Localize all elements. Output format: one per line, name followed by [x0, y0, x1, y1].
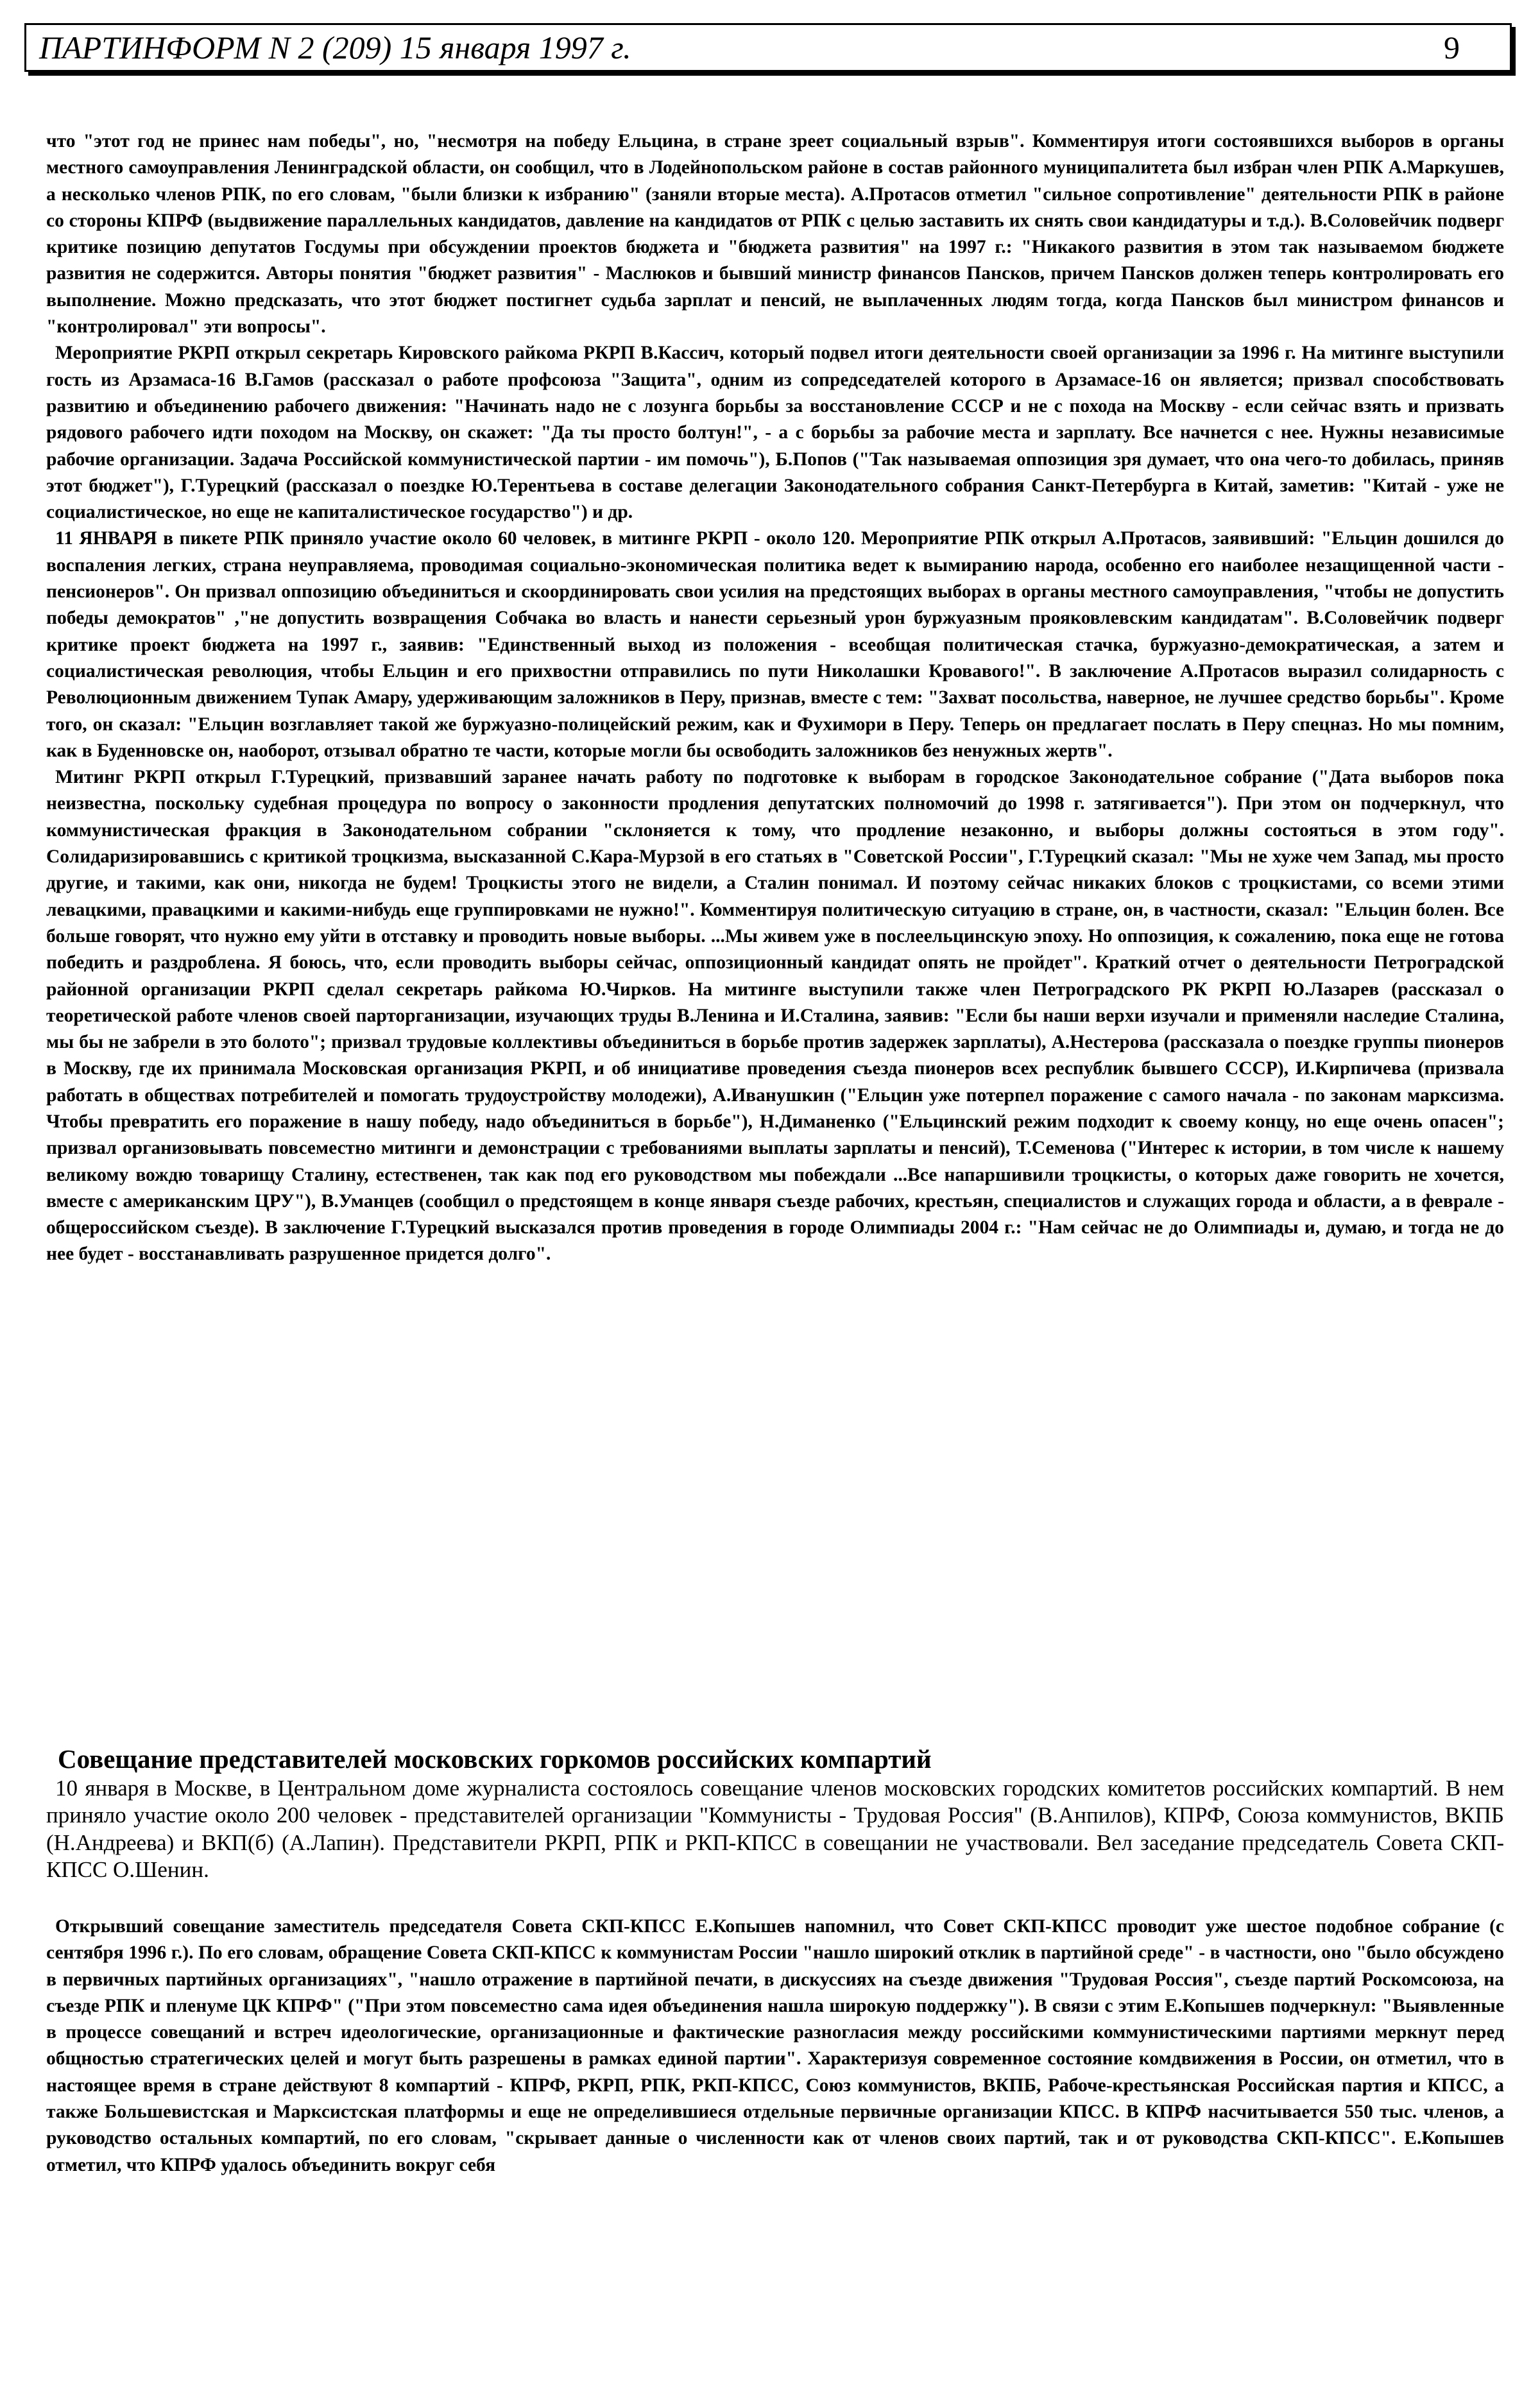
header-title: ПАРТИНФОРМ N 2 (209) 15 января 1997 г. — [39, 30, 631, 65]
page-number: 9 — [1444, 30, 1460, 65]
page-header — [24, 23, 1512, 72]
article-lead — [46, 1775, 1504, 1883]
article-title: Совещание представителей московских горкомов российских компартий — [58, 1744, 932, 1774]
lead-paragraph: 10 января в Москве, в Центральном доме журналиста состоялось совещание членов московских городских комитетов российских компартий. В нем приняло участие около 200 человек - представителей организации "Коммунисты - Трудовая Россия" (В.Анпилов), КПРФ, Союза коммунистов, ВКПБ (Н.Андреева) и ВКП(б) (А.Лапин). Представители РКРП, РПК и РКП-КПСС в совещании не участвовали. Вел заседание председатель Совета СКП-КПСС О.Шенин. — [46, 1776, 1504, 1882]
paragraph: Митинг РКРП открыл Г.Турецкий, призвавший заранее начать работу по подготовке к выборам в городское Законодательное собрание ("Дата выборов пока неизвестна, поскольку судебная процедура по вопросу о законности продления депутатских полномочий до 1998 г. затягивается"). При этом он подчеркнул, что коммунистическая фракция в Законодательном собрании "склоняется к тому, что продление незаконно, и выборы должны состояться в этом году". Солидаризировавшись с критикой троцкизма, высказанной С.Кара-Мурзой в его статьях в "Советской России", Г.Турецкий сказал: "Мы не хуже чем Запад, мы просто другие, и такими, как они, никогда не будем! Троцкисты этого не видели, а Сталин понимал. И поэтому сейчас никаких блоков с троцкистами, со всеми этими левацкими, правацкими и какими-нибудь еще группировками не нужно!". Комментируя политическую ситуацию в стране, он, в частности, сказал: "Ельцин болен. Все больше говорят, что нужно ему уйти в отставку и проводить новые выборы. ...Мы живем уже в послеельцинскую эпоху. Но оппозиция, к сожалению, пока еще не готова победить и раздроблена. Я боюсь, что, если проводить выборы сейчас, оппозиционный кандидат опять не пройдет". Краткий отчет о деятельности Петроградской районной организации РКРП сделал секретарь райкома Ю.Чирков. На митинге выступили также член Петроградского РК РКРП Ю.Лазарев (рассказал о теоретической работе членов своей парторганизации, изучающих труды В.Ленина и И.Сталина, заявив: "Если бы наши верхи изучали и применяли наследие Сталина, мы бы не забрели в это болото"; призвал трудовые коллективы объединиться в борьбе против задержек зарплаты), А.Нестерова (рассказала о поездке группы пионеров в Москву, где их принимала Московская организация РКРП, и об инициативе проведения съезда пионеров всех республик бывшего СССР), И.Кирпичева (призвала работать в обществах потребителей и помогать трудоустройству молодежи), А.Иванушкин ("Ельцин уже потерпел поражение с самого начала - по законам марксизма. Чтобы превратить его поражение в нашу победу, надо объединиться в борьбе"), Н.Диманенко ("Ельцинский режим подходит к своему концу, но еще очень опасен"; призвал организовывать повсеместно митинги и демонстрации с требованиями выплаты зарплаты и пенсий), Т.Семенова ("Интерес к истории, в том числе к нашему великому вождю товарищу Сталину, естественен, так как под его руководством мы побеждали ...Все напаршивили троцкисты, о которых даже говорить не хочется, вместе с американским ЦРУ"), В.Уманцев (сообщил о предстоящем в конце января съезде рабочих, крестьян, специалистов и служащих города и области, а в феврале - общероссийском съезде). В заключение Г.Турецкий высказался против проведения в городе Олимпиады 2004 г.: "Нам сейчас не до Олимпиады и, думаю, и тогда не до нее будет - восстанавливать разрушенное придется долго". — [46, 767, 1504, 1265]
article-body — [46, 1914, 1504, 2179]
paragraph: 11 ЯНВАРЯ в пикете РПК приняло участие около 60 человек, в митинге РКРП - около 120. Мероприятие РПК открыл А.Протасов, заявивший: "Ельцин дошился до воспаления легких, страна неуправляема, проводимая социально-экономическая политика ведет к вымиранию народа, особенно его наиболее незащищенной части - пенсионеров". Он призвал оппозицию объединиться и скоординировать свои усилия на предстоящих выборах в органы местного самоуправления, "чтобы не допустить победы демократов" ,"не допустить возвращения Собчака во власть и нанести серьезный урон буржуазным прояковлевским кандидатам". В.Соловейчик подверг критике проект бюджета на 1997 г., заявив: "Единственный выход из положения - всеобщая политическая стачка, буржуазно-демократическая, а затем и социалистическая революция, чтобы Ельцин и его прихвостни отправились по пути Николашки Кровавого!". В заключение А.Протасов выразил солидарность с Революционным движением Тупак Амару, удерживающим заложников в Перу, признав, вместе с тем: "Захват посольства, наверное, не лучшее средство борьбы". Кроме того, он сказал: "Ельцин возглавляет такой же буржуазно-полицейский режим, как и Фухимори в Перу. Теперь он предлагает послать в Перу спецназ. Но мы помним, как в Буденновске он, наоборот, отзывал обратно те части, которые могли бы освободить заложников без ненужных жертв". — [46, 528, 1504, 761]
article-continuation — [46, 128, 1504, 1268]
paragraph: Открывший совещание заместитель председателя Совета СКП-КПСС Е.Копышев напомнил, что Совет СКП-КПСС проводит уже шестое подобное собрание (с сентября 1996 г.). По его словам, обращение Совета СКП-КПСС к коммунистам России "нашло широкий отклик в партийной среде" - в частности, оно "было обсуждено в первичных партийных организациях", "нашло отражение в партийной печати, в дискуссиях на съезде движения "Трудовая Россия", съезде партий Роскомсоюза, на съезде РПК и пленуме ЦК КПРФ" ("При этом повсеместно сама идея объединения нашла широкую поддержку"). В связи с этим Е.Копышев подчеркнул: "Выявленные в процессе совещаний и встреч идеологические, организационные и фактические разногласия между российскими коммунистическими партиями меркнут перед общностью стратегических целей и могут быть разрешены в рамках единой партии". Характеризуя современное состояние комдвижения в России, он отметил, что в настоящее время в стране действуют 8 компартий - КПРФ, РКРП, РПК, РКП-КПСС, Союз коммунистов, ВКПБ, Рабоче-крестьянская Российская партия и КПСС, а также Большевистская и Марксистская платформы и еще не определившиеся отдельные первичные организации КПСС. В КПРФ насчитывается 550 тыс. членов, а руководство остальных компартий, по его словам, "скрывает данные о численности как от членов своих партий, так и от руководства СКП-КПСС". Е.Копышев отметил, что КПРФ удалось объединить вокруг себя — [46, 1916, 1504, 2175]
paragraph: что "этот год не принес нам победы", но, "несмотря на победу Ельцина, в стране зреет социальный взрыв". Комментируя итоги состоявшихся выборов в органы местного самоуправления Ленинградской области, он сообщил, что в Лодейнопольском районе в состав районного муниципалитета был избран член РПК А.Маркушев, а несколько членов РПК, по его словам, "были близки к избранию" (заняли вторые места). А.Протасов отметил "сильное сопротивление" деятельности РПК в районе со стороны КПРФ (выдвижение параллельных кандидатов, давление на кандидатов от РПК с целью заставить их снять свои кандидатуры и т.д.). В.Соловейчик подверг критике позицию депутатов Госдумы при обсуждении проектов бюджета и "бюджета развития" на 1997 г.: "Никакого развития в этом так называемом бюджете развития не содержится. Авторы понятия "бюджет развития" - Маслюков и бывший министр финансов Пансков, причем Пансков должен теперь контролировать его выполнение. Можно предсказать, что этот бюджет постигнет судьба зарплат и пенсий, не выплаченных людям тогда, когда Пансков был министром финансов и "контролировал" эти вопросы". — [46, 131, 1504, 338]
paragraph: Мероприятие РКРП открыл секретарь Кировского райкома РКРП В.Кассич, который подвел итоги деятельности своей организации за 1996 г. На митинге выступили гость из Арзамаса-16 В.Гамов (рассказал о работе профсоюза "Защита", одним из сопредседателей которого в Арзамасе-16 он является; призвал способствовать развитию и объединению рабочего движения: "Начинать надо не с лозунга борьбы за восстановление СССР и не с похода на Москву - если сейчас взять и призвать рядового рабочего идти походом на Москву, он скажет: "Да ты просто болтун!", - а с борьбы за рабочие места и зарплату. Все начнется с нее. Нужны независимые рабочие организации. Задача Российской коммунистической партии - им помочь"), Б.Попов ("Так называемая оппозиция зря думает, что она чего-то добилась, приняв этот бюджет"), Г.Турецкий (рассказал о поездке Ю.Терентьева в составе делегации Законодательного собрания Санкт-Петербурга в Китай, заметив: "Китай - уже не социалистическое, но еще не капиталистическое государство") и др. — [46, 343, 1504, 523]
